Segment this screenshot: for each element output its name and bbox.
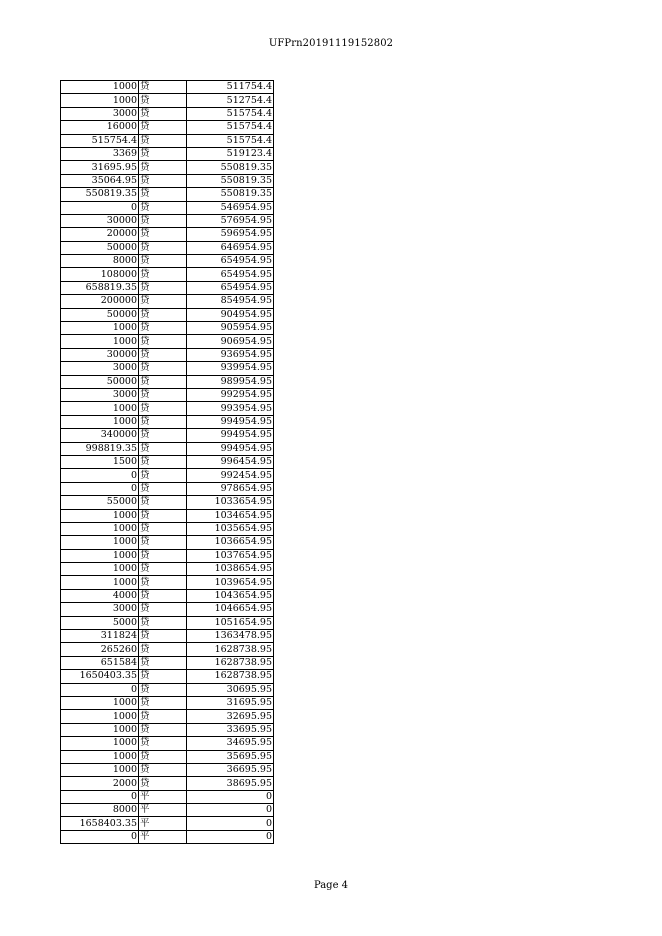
- balance-cell: 36695.95: [187, 763, 274, 776]
- direction-cell: 贷: [139, 362, 187, 375]
- table-row: [61, 482, 274, 495]
- direction-cell: 贷: [139, 94, 187, 107]
- direction-cell: 贷: [139, 322, 187, 335]
- direction-cell: 贷: [139, 81, 187, 94]
- direction-cell: 贷: [139, 670, 187, 683]
- balance-cell: 989954.95: [187, 375, 274, 388]
- table-row: [61, 147, 274, 160]
- balance-cell: 994954.95: [187, 442, 274, 455]
- balance-cell: 546954.95: [187, 201, 274, 214]
- amount-cell: 0: [61, 482, 139, 495]
- table-row: [61, 603, 274, 616]
- direction-cell: 贷: [139, 281, 187, 294]
- balance-cell: 994954.95: [187, 415, 274, 428]
- table-row: [61, 228, 274, 241]
- balance-cell: 32695.95: [187, 710, 274, 723]
- direction-cell: 贷: [139, 763, 187, 776]
- amount-cell: 3000: [61, 388, 139, 401]
- direction-cell: 贷: [139, 696, 187, 709]
- amount-cell: 20000: [61, 228, 139, 241]
- balance-cell: 33695.95: [187, 723, 274, 736]
- amount-cell: 1000: [61, 536, 139, 549]
- table-row: [61, 174, 274, 187]
- table-row: [61, 442, 274, 455]
- table-row: [61, 777, 274, 790]
- table-row: [61, 241, 274, 254]
- amount-cell: 3369: [61, 147, 139, 160]
- amount-cell: 1000: [61, 335, 139, 348]
- table-row: [61, 710, 274, 723]
- table-row: [61, 496, 274, 509]
- table-row: [61, 161, 274, 174]
- balance-cell: 550819.35: [187, 161, 274, 174]
- table-row: [61, 522, 274, 535]
- amount-cell: 1650403.35: [61, 670, 139, 683]
- table-row: [61, 94, 274, 107]
- amount-cell: 515754.4: [61, 134, 139, 147]
- direction-cell: 贷: [139, 188, 187, 201]
- balance-cell: 936954.95: [187, 348, 274, 361]
- direction-cell: 贷: [139, 107, 187, 120]
- table-row: [61, 763, 274, 776]
- table-row: [61, 81, 274, 94]
- balance-cell: 654954.95: [187, 255, 274, 268]
- amount-cell: 658819.35: [61, 281, 139, 294]
- balance-cell: 1046654.95: [187, 603, 274, 616]
- amount-cell: 1000: [61, 402, 139, 415]
- balance-cell: 1036654.95: [187, 536, 274, 549]
- amount-cell: 1658403.35: [61, 817, 139, 830]
- table-row: [61, 549, 274, 562]
- balance-cell: 35695.95: [187, 750, 274, 763]
- direction-cell: 贷: [139, 255, 187, 268]
- amount-cell: 1000: [61, 576, 139, 589]
- table-row: [61, 188, 274, 201]
- direction-cell: 平: [139, 830, 187, 843]
- direction-cell: 贷: [139, 710, 187, 723]
- table-row: [61, 643, 274, 656]
- balance-cell: 646954.95: [187, 241, 274, 254]
- balance-cell: 30695.95: [187, 683, 274, 696]
- ledger-table: [60, 80, 274, 844]
- amount-cell: 1000: [61, 750, 139, 763]
- amount-cell: 16000: [61, 121, 139, 134]
- table-row: [61, 201, 274, 214]
- balance-cell: 906954.95: [187, 335, 274, 348]
- balance-cell: 31695.95: [187, 696, 274, 709]
- table-row: [61, 563, 274, 576]
- table-row: [61, 375, 274, 388]
- balance-cell: 515754.4: [187, 107, 274, 120]
- direction-cell: 贷: [139, 121, 187, 134]
- table-row: [61, 750, 274, 763]
- balance-cell: 34695.95: [187, 737, 274, 750]
- table-row: [61, 308, 274, 321]
- table-row: [61, 656, 274, 669]
- direction-cell: 贷: [139, 214, 187, 227]
- direction-cell: 贷: [139, 375, 187, 388]
- amount-cell: 4000: [61, 589, 139, 602]
- amount-cell: 30000: [61, 348, 139, 361]
- balance-cell: 1037654.95: [187, 549, 274, 562]
- table-row: [61, 737, 274, 750]
- amount-cell: 998819.35: [61, 442, 139, 455]
- balance-cell: 654954.95: [187, 268, 274, 281]
- balance-cell: 0: [187, 790, 274, 803]
- balance-cell: 993954.95: [187, 402, 274, 415]
- balance-cell: 515754.4: [187, 121, 274, 134]
- amount-cell: 50000: [61, 375, 139, 388]
- table-row: [61, 268, 274, 281]
- balance-cell: 596954.95: [187, 228, 274, 241]
- balance-cell: 1039654.95: [187, 576, 274, 589]
- amount-cell: 1000: [61, 723, 139, 736]
- table-row: [61, 630, 274, 643]
- balance-cell: 0: [187, 817, 274, 830]
- balance-cell: 1034654.95: [187, 509, 274, 522]
- direction-cell: 贷: [139, 335, 187, 348]
- balance-cell: 1628738.95: [187, 656, 274, 669]
- balance-cell: 1628738.95: [187, 643, 274, 656]
- direction-cell: 贷: [139, 589, 187, 602]
- table-row: [61, 830, 274, 843]
- amount-cell: 1000: [61, 322, 139, 335]
- direction-cell: 贷: [139, 469, 187, 482]
- amount-cell: 3000: [61, 603, 139, 616]
- balance-cell: 512754.4: [187, 94, 274, 107]
- table-row: [61, 281, 274, 294]
- direction-cell: 贷: [139, 723, 187, 736]
- table-row: [61, 214, 274, 227]
- table-row: [61, 335, 274, 348]
- amount-cell: 108000: [61, 268, 139, 281]
- balance-cell: 1035654.95: [187, 522, 274, 535]
- table-row: [61, 455, 274, 468]
- direction-cell: 贷: [139, 161, 187, 174]
- direction-cell: 贷: [139, 482, 187, 495]
- amount-cell: 0: [61, 683, 139, 696]
- amount-cell: 1000: [61, 415, 139, 428]
- direction-cell: 贷: [139, 737, 187, 750]
- amount-cell: 1000: [61, 81, 139, 94]
- direction-cell: 贷: [139, 656, 187, 669]
- table-row: [61, 134, 274, 147]
- direction-cell: 贷: [139, 536, 187, 549]
- balance-cell: 939954.95: [187, 362, 274, 375]
- table-row: [61, 616, 274, 629]
- table-row: [61, 509, 274, 522]
- amount-cell: 50000: [61, 308, 139, 321]
- report-header: UFPrn20191119152802: [268, 38, 394, 49]
- balance-cell: 854954.95: [187, 295, 274, 308]
- balance-cell: 996454.95: [187, 455, 274, 468]
- amount-cell: 340000: [61, 429, 139, 442]
- table-row: [61, 362, 274, 375]
- direction-cell: 贷: [139, 402, 187, 415]
- direction-cell: 贷: [139, 134, 187, 147]
- table-row: [61, 790, 274, 803]
- amount-cell: 3000: [61, 107, 139, 120]
- direction-cell: 贷: [139, 777, 187, 790]
- amount-cell: 55000: [61, 496, 139, 509]
- amount-cell: 1000: [61, 549, 139, 562]
- balance-cell: 904954.95: [187, 308, 274, 321]
- amount-cell: 1000: [61, 710, 139, 723]
- amount-cell: 651584: [61, 656, 139, 669]
- table-row: [61, 107, 274, 120]
- table-row: [61, 696, 274, 709]
- table-row: [61, 469, 274, 482]
- table-row: [61, 415, 274, 428]
- balance-cell: 38695.95: [187, 777, 274, 790]
- balance-cell: 905954.95: [187, 322, 274, 335]
- direction-cell: 贷: [139, 563, 187, 576]
- balance-cell: 978654.95: [187, 482, 274, 495]
- amount-cell: 1000: [61, 509, 139, 522]
- balance-cell: 0: [187, 830, 274, 843]
- amount-cell: 200000: [61, 295, 139, 308]
- balance-cell: 550819.35: [187, 188, 274, 201]
- amount-cell: 35064.95: [61, 174, 139, 187]
- direction-cell: 贷: [139, 683, 187, 696]
- direction-cell: 贷: [139, 308, 187, 321]
- direction-cell: 贷: [139, 174, 187, 187]
- amount-cell: 0: [61, 790, 139, 803]
- balance-cell: 1038654.95: [187, 563, 274, 576]
- balance-cell: 519123.4: [187, 147, 274, 160]
- amount-cell: 1000: [61, 763, 139, 776]
- amount-cell: 0: [61, 201, 139, 214]
- table-row: [61, 429, 274, 442]
- amount-cell: 1000: [61, 522, 139, 535]
- direction-cell: 贷: [139, 442, 187, 455]
- balance-cell: 550819.35: [187, 174, 274, 187]
- table-row: [61, 322, 274, 335]
- direction-cell: 贷: [139, 603, 187, 616]
- amount-cell: 31695.95: [61, 161, 139, 174]
- balance-cell: 0: [187, 804, 274, 817]
- direction-cell: 贷: [139, 228, 187, 241]
- table-row: [61, 402, 274, 415]
- direction-cell: 贷: [139, 415, 187, 428]
- amount-cell: 1000: [61, 94, 139, 107]
- direction-cell: 贷: [139, 429, 187, 442]
- amount-cell: 2000: [61, 777, 139, 790]
- amount-cell: 550819.35: [61, 188, 139, 201]
- table-row: [61, 723, 274, 736]
- balance-cell: 992954.95: [187, 388, 274, 401]
- direction-cell: 贷: [139, 522, 187, 535]
- amount-cell: 8000: [61, 804, 139, 817]
- table-row: [61, 817, 274, 830]
- direction-cell: 贷: [139, 630, 187, 643]
- table-row: [61, 576, 274, 589]
- balance-cell: 994954.95: [187, 429, 274, 442]
- direction-cell: 贷: [139, 295, 187, 308]
- amount-cell: 265260: [61, 643, 139, 656]
- table-row: [61, 348, 274, 361]
- ledger-body: [61, 81, 274, 844]
- balance-cell: 992454.95: [187, 469, 274, 482]
- amount-cell: 0: [61, 830, 139, 843]
- direction-cell: 贷: [139, 576, 187, 589]
- direction-cell: 贷: [139, 496, 187, 509]
- table-row: [61, 295, 274, 308]
- direction-cell: 贷: [139, 388, 187, 401]
- direction-cell: 贷: [139, 549, 187, 562]
- table-row: [61, 589, 274, 602]
- balance-cell: 1363478.95: [187, 630, 274, 643]
- direction-cell: 贷: [139, 750, 187, 763]
- balance-cell: 1051654.95: [187, 616, 274, 629]
- direction-cell: 平: [139, 817, 187, 830]
- table-row: [61, 536, 274, 549]
- direction-cell: 贷: [139, 147, 187, 160]
- amount-cell: 0: [61, 469, 139, 482]
- direction-cell: 贷: [139, 455, 187, 468]
- balance-cell: 1043654.95: [187, 589, 274, 602]
- amount-cell: 3000: [61, 362, 139, 375]
- page-number: Page 4: [313, 880, 349, 891]
- table-row: [61, 804, 274, 817]
- direction-cell: 贷: [139, 348, 187, 361]
- direction-cell: 贷: [139, 509, 187, 522]
- table-row: [61, 121, 274, 134]
- direction-cell: 平: [139, 790, 187, 803]
- direction-cell: 贷: [139, 241, 187, 254]
- amount-cell: 8000: [61, 255, 139, 268]
- direction-cell: 平: [139, 804, 187, 817]
- direction-cell: 贷: [139, 643, 187, 656]
- amount-cell: 1000: [61, 563, 139, 576]
- balance-cell: 654954.95: [187, 281, 274, 294]
- direction-cell: 贷: [139, 268, 187, 281]
- amount-cell: 50000: [61, 241, 139, 254]
- table-row: [61, 255, 274, 268]
- table-row: [61, 670, 274, 683]
- table-row: [61, 388, 274, 401]
- balance-cell: 1033654.95: [187, 496, 274, 509]
- direction-cell: 贷: [139, 201, 187, 214]
- table-row: [61, 683, 274, 696]
- amount-cell: 1500: [61, 455, 139, 468]
- amount-cell: 30000: [61, 214, 139, 227]
- balance-cell: 515754.4: [187, 134, 274, 147]
- balance-cell: 1628738.95: [187, 670, 274, 683]
- amount-cell: 5000: [61, 616, 139, 629]
- amount-cell: 1000: [61, 737, 139, 750]
- direction-cell: 贷: [139, 616, 187, 629]
- balance-cell: 576954.95: [187, 214, 274, 227]
- amount-cell: 1000: [61, 696, 139, 709]
- balance-cell: 511754.4: [187, 81, 274, 94]
- amount-cell: 311824: [61, 630, 139, 643]
